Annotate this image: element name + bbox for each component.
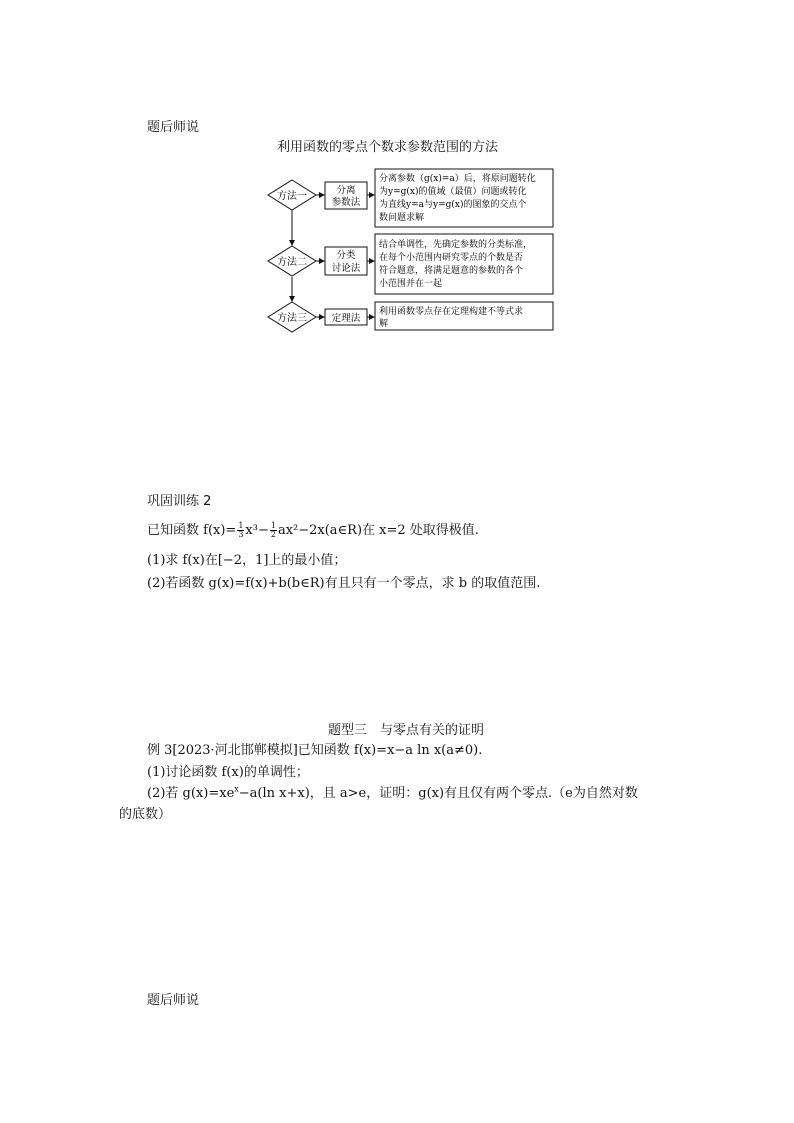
stem-term: x³−	[245, 523, 269, 538]
example-question-1: (1)讨论函数 f(x)的单调性；	[147, 765, 309, 780]
fraction	[270, 522, 277, 539]
section-heading: 题后师说	[147, 993, 200, 1008]
question-text: −a(ln x+x)，且 a>e，证明：g(x)有且仅有两个零点.（e为自然对数	[238, 786, 638, 801]
description-line: 为直线y=a与y=g(x)的图象的交点个	[379, 200, 527, 210]
stem-suffix: ax²−2x(a∈R)在 x=2 处取得极值.	[277, 523, 479, 538]
fraction-denominator: 2	[270, 530, 276, 539]
example-question-2	[147, 786, 638, 802]
technique-label: 定理法	[331, 313, 361, 324]
method-label: 方法二	[277, 257, 307, 268]
description-line: 结合单调性，先确定参数的分类标准，	[379, 240, 533, 250]
exercise-question-1: (1)求 f(x)在[−2，1]上的最小值；	[147, 553, 347, 568]
exercise-stem	[147, 522, 479, 539]
exponent: x	[234, 784, 239, 794]
technique-label: 分类	[336, 250, 356, 261]
method-label: 方法三	[277, 313, 307, 324]
description-line: 分离参数（g(x)=a）后，将原问题转化	[379, 174, 536, 184]
method-flowchart	[260, 165, 565, 340]
description-line: 为y=g(x)的值域（最值）问题或转化	[379, 187, 527, 197]
description-line: 利用函数零点存在定理构建不等式求	[379, 307, 524, 317]
fraction-numerator: 1	[270, 521, 276, 530]
method-title: 利用函数的零点个数求参数范围的方法	[277, 140, 499, 155]
stem-prefix: 已知函数 f(x)=	[147, 523, 237, 538]
fraction-denominator: 3	[238, 530, 244, 539]
example-stem: 例 3[2023·河北邯郸模拟]已知函数 f(x)=x−a ln x(a≠0).	[147, 743, 483, 758]
exercise-heading: 巩固训练 2	[147, 494, 212, 509]
technique-label: 分离	[336, 185, 356, 196]
description-line: 数问题求解	[379, 213, 425, 223]
description-line: 符合题意，将满足题意的参数的各个	[379, 266, 524, 276]
example-question-2-continued: 的底数）	[119, 807, 172, 822]
fraction	[237, 522, 244, 539]
section-heading: 题后师说	[147, 120, 200, 135]
description-line: 在每个小范围内研究零点的个数是否	[379, 253, 524, 263]
type3-heading: 题型三 与零点有关的证明	[328, 723, 485, 738]
technique-label: 参数法	[331, 197, 361, 208]
fraction-numerator: 1	[238, 521, 244, 530]
description-line: 解	[379, 319, 389, 329]
method-label: 方法一	[277, 191, 307, 202]
technique-label: 讨论法	[331, 263, 361, 274]
exercise-question-2: (2)若函数 g(x)=f(x)+b(b∈R)有且只有一个零点，求 b 的取值范围.	[147, 576, 541, 591]
description-line: 小范围并在一起	[379, 279, 443, 289]
question-text: (2)若 g(x)=xe	[147, 786, 235, 801]
